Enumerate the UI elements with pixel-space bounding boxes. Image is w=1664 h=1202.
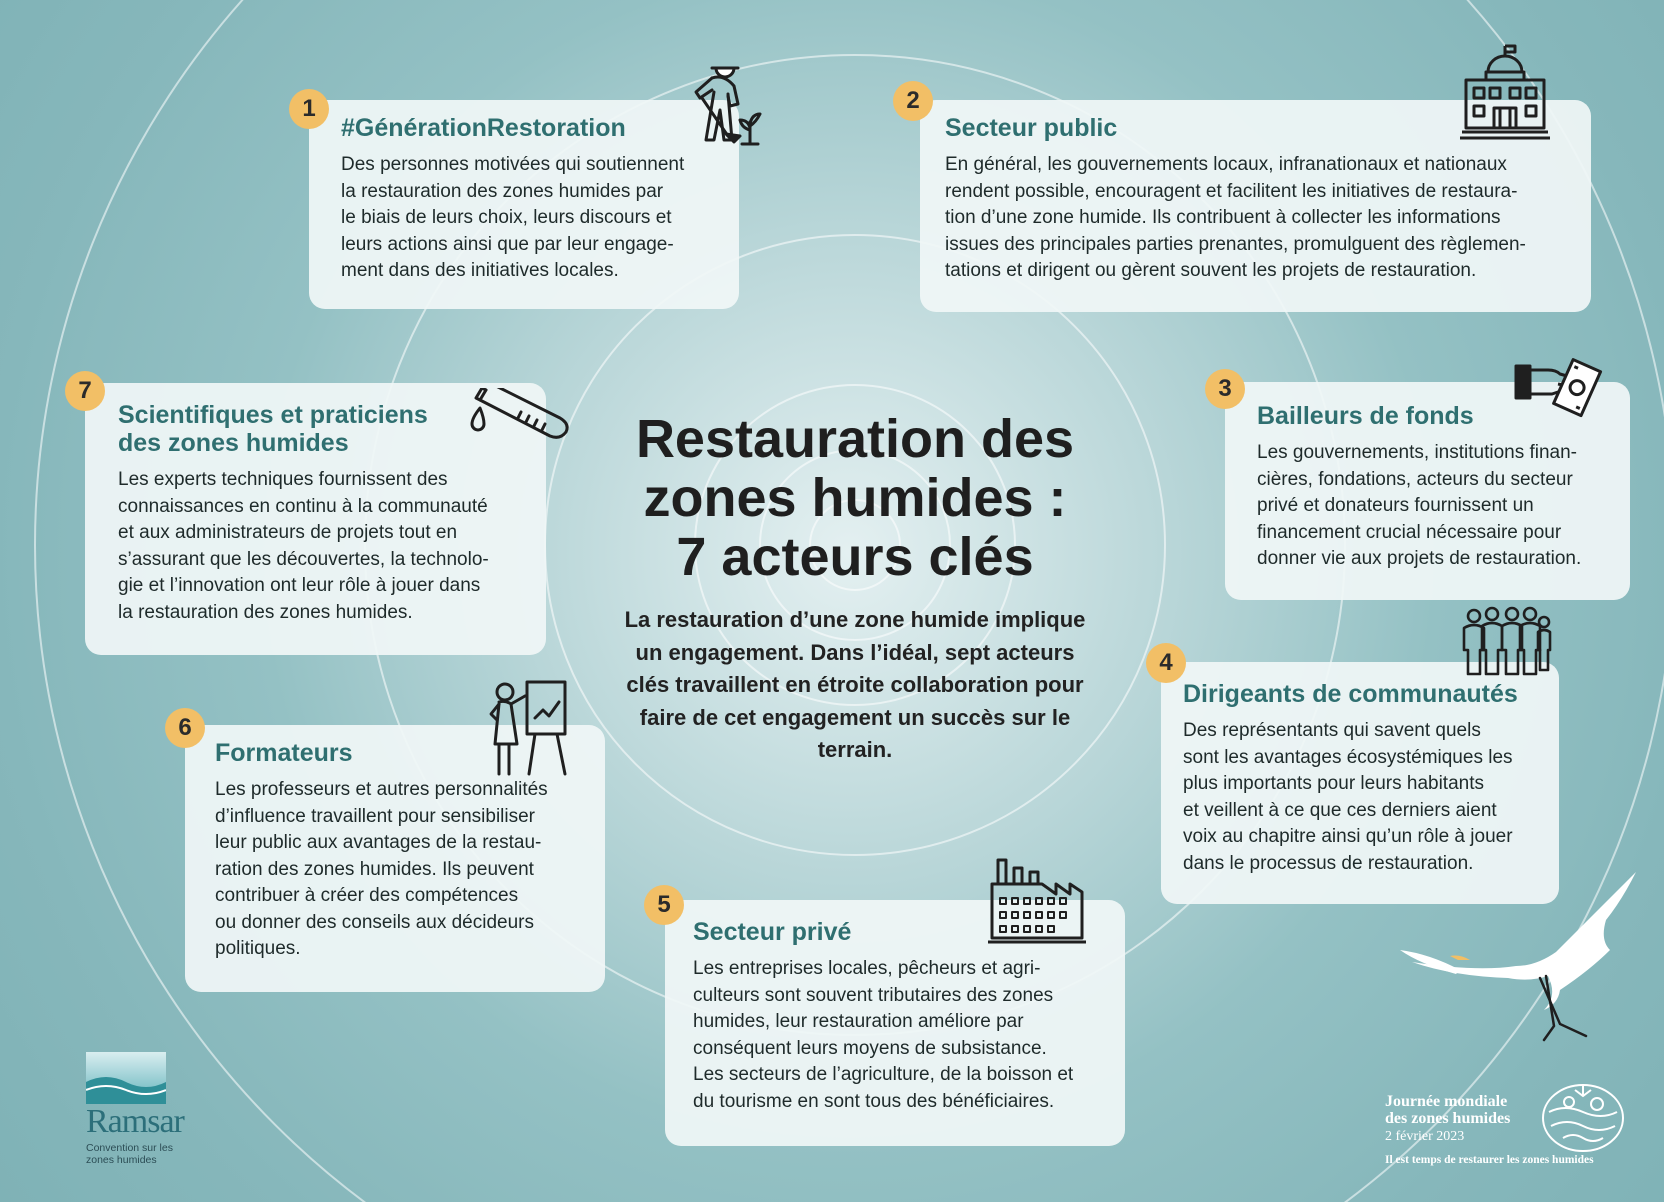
actor-title: Dirigeants de communautés — [1183, 680, 1518, 708]
page-title: Restauration des zones humides : 7 acteurs clés — [635, 409, 1075, 587]
actor-number-badge: 7 — [65, 371, 105, 411]
actor-description: Des personnes motivées qui soutiennent la restauration des zones humides par le biais de leurs choix, leurs discours et leurs actions ainsi que par leur engage- ment dans des initiatives locales. — [341, 154, 685, 281]
actor-number-badge: 6 — [165, 708, 205, 748]
actor-description: Les entreprises locales, pêcheurs et agri- culteurs sont souvent tributaires des zones humides, leur restauration améliore par conséquent leurs moyens de subsistance. Les secteurs de l’agriculture, de la boisson et du tourisme en sont tous des bénéficiaires. — [693, 958, 1074, 1112]
ramsar-subtitle: Convention sur les zones humides — [86, 1142, 173, 1166]
actor-title: Secteur privé — [693, 918, 852, 946]
actor-description: Les professeurs et autres personnalités d’influence travaillent pour sensibiliser leur public aux avantages de la restau- ration des zones humides. Ils peuvent contribuer à créer des compétences ou donner des conseils aux décideurs politiques. — [215, 779, 548, 959]
government-building-icon — [1458, 44, 1552, 142]
actor-number-badge: 5 — [644, 885, 684, 925]
event-date: 2 février 2023 — [1385, 1129, 1465, 1144]
actor-title: Bailleurs de fonds — [1257, 402, 1474, 430]
factory-icon — [988, 858, 1086, 944]
teacher-whiteboard-icon — [485, 678, 571, 778]
test-tube-icon — [466, 388, 572, 450]
actor-description: Les gouvernements, institutions finan- cières, fondations, acteurs du secteur privé et donateurs fournissent un financement crucial nécessaire pour donner vie aux projets de restauration. — [1257, 442, 1582, 569]
gardener-planting-icon — [682, 54, 762, 150]
actor-title: Scientifiques et praticiens des zones humides — [118, 401, 428, 457]
actor-number-badge: 2 — [893, 81, 933, 121]
event-line-2: des zones humides — [1385, 1110, 1511, 1127]
wetlands-globe-icon — [1539, 1082, 1627, 1154]
hand-with-banknote-icon — [1512, 350, 1604, 426]
world-wetlands-day-label — [1385, 1093, 1510, 1147]
actor-description: Des représentants qui savent quels sont les avantages écosystémiques les plus importants pour leurs habitants et veillent à ce que ces derniers aient voix au chapitre ainsi qu’un rôle à jouer dans le processus de restauration. — [1183, 720, 1513, 874]
actor-title: Secteur public — [945, 114, 1118, 142]
ramsar-logo-icon — [86, 1052, 166, 1104]
event-line-1: Journée mondiale — [1385, 1093, 1508, 1110]
actor-title: Formateurs — [215, 739, 353, 767]
actor-number-badge: 4 — [1146, 643, 1186, 683]
event-tagline: Il est temps de restaurer les zones humides — [1385, 1154, 1594, 1166]
ramsar-name: Ramsar — [86, 1103, 184, 1140]
egret-bird-icon — [1400, 868, 1640, 1048]
actor-title: #GénérationRestoration — [341, 114, 626, 142]
actor-description: En général, les gouvernements locaux, infranationaux et nationaux rendent possible, encouragent et facilitent les initiatives de restaura- tion d’une zone humide. Ils contribuent à collecter les informations issues des principales parties prenantes, promulguent des règlemen- tations et dirigent ou gèrent souvent les projets de restauration. — [945, 154, 1526, 281]
actor-description: Les experts techniques fournissent des connaissances en continu à la communauté et aux administrateurs de projets tout en s’assurant que les découvertes, la technolo- gie et l’innovation ont leur rôle à jouer dans la restauration des zones humides. — [118, 469, 489, 623]
actor-card-generation-restoration — [309, 100, 739, 309]
actor-number-badge: 1 — [289, 89, 329, 129]
actor-number-badge: 3 — [1205, 369, 1245, 409]
community-group-icon — [1460, 606, 1552, 678]
intro-text: La restauration d’une zone humide implique un engagement. Dans l’idéal, sept acteurs clés travaillent en étroite collaboration pour faire de cet engagement un succès sur le terrain. — [624, 607, 1086, 762]
